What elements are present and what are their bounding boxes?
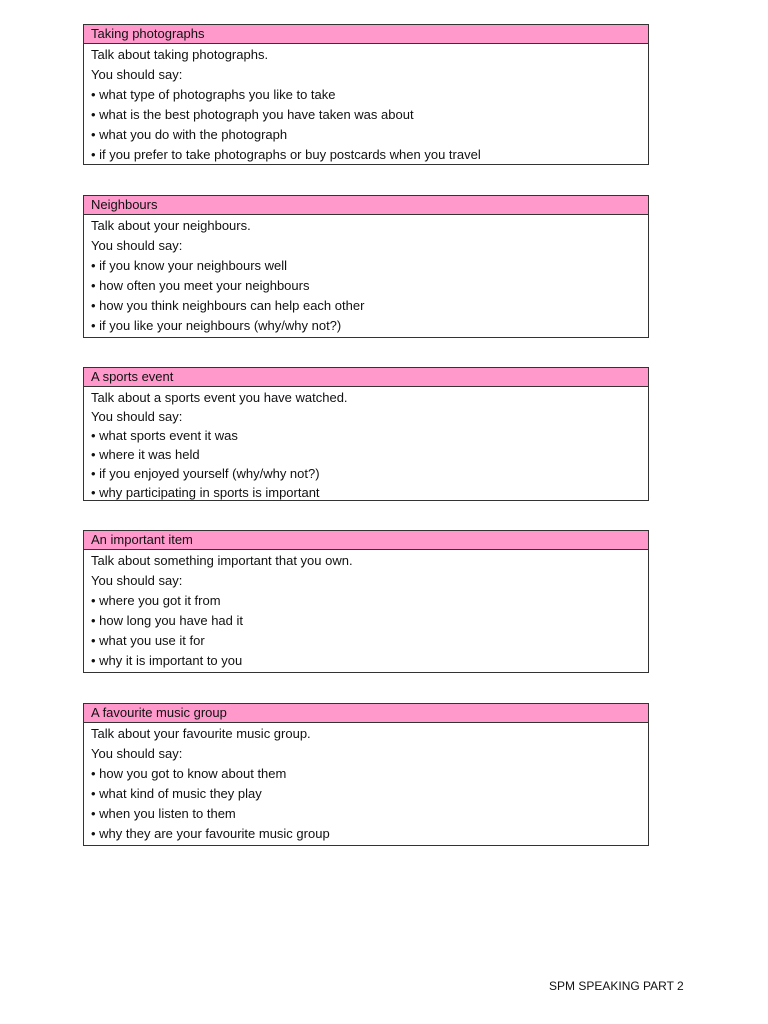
card-bullet: • how you got to know about them: [91, 764, 641, 784]
topic-card-important-item: [83, 530, 649, 673]
card-body: [84, 550, 648, 673]
card-bullet: • where you got it from: [91, 591, 641, 611]
card-bullet: • what is the best photograph you have taken was about: [91, 105, 641, 125]
card-bullet: • what type of photographs you like to take: [91, 85, 641, 105]
topic-card-sports-event: [83, 367, 649, 501]
topic-card-taking-photographs: [83, 24, 649, 165]
card-prompt: You should say:: [91, 573, 183, 588]
card-prompt: You should say:: [91, 67, 183, 82]
card-bullet: • what sports event it was: [91, 426, 641, 445]
card-bullet: • what you do with the photograph: [91, 125, 641, 145]
card-bullet: • why participating in sports is important: [91, 483, 641, 502]
card-body: [84, 44, 648, 167]
card-bullet: • why it is important to you: [91, 651, 641, 671]
card-title: Taking photographs: [84, 25, 648, 44]
card-bullet: • why they are your favourite music group: [91, 824, 641, 844]
card-intro: Talk about something important that you own.: [91, 553, 353, 568]
card-intro: Talk about taking photographs.: [91, 47, 269, 62]
card-prompt: You should say:: [91, 409, 183, 424]
card-prompt: You should say:: [91, 746, 183, 761]
card-title: An important item: [84, 531, 648, 550]
card-title: A sports event: [84, 368, 648, 387]
card-bullet: • if you enjoyed yourself (why/why not?): [91, 464, 641, 483]
card-bullet: • if you like your neighbours (why/why not?): [91, 316, 641, 336]
topic-card-favourite-music-group: [83, 703, 649, 846]
card-intro: Talk about a sports event you have watched.: [91, 390, 348, 405]
card-bullet: • where it was held: [91, 445, 641, 464]
card-bullet: • how you think neighbours can help each other: [91, 296, 641, 316]
card-bullet: • what kind of music they play: [91, 784, 641, 804]
card-body: [84, 215, 648, 338]
card-bullet: • if you know your neighbours well: [91, 256, 641, 276]
page-footer: SPM SPEAKING PART 2: [549, 979, 684, 993]
card-title: Neighbours: [84, 196, 648, 215]
card-intro: Talk about your favourite music group.: [91, 726, 311, 741]
card-intro: Talk about your neighbours.: [91, 218, 251, 233]
card-title: A favourite music group: [84, 704, 648, 723]
card-body: [84, 723, 648, 846]
card-body: [84, 387, 648, 504]
card-bullet: • how often you meet your neighbours: [91, 276, 641, 296]
card-bullet: • what you use it for: [91, 631, 641, 651]
card-prompt: You should say:: [91, 238, 183, 253]
card-bullet: • if you prefer to take photographs or buy postcards when you travel: [91, 145, 641, 165]
card-bullet: • how long you have had it: [91, 611, 641, 631]
topic-card-neighbours: [83, 195, 649, 338]
card-bullet: • when you listen to them: [91, 804, 641, 824]
